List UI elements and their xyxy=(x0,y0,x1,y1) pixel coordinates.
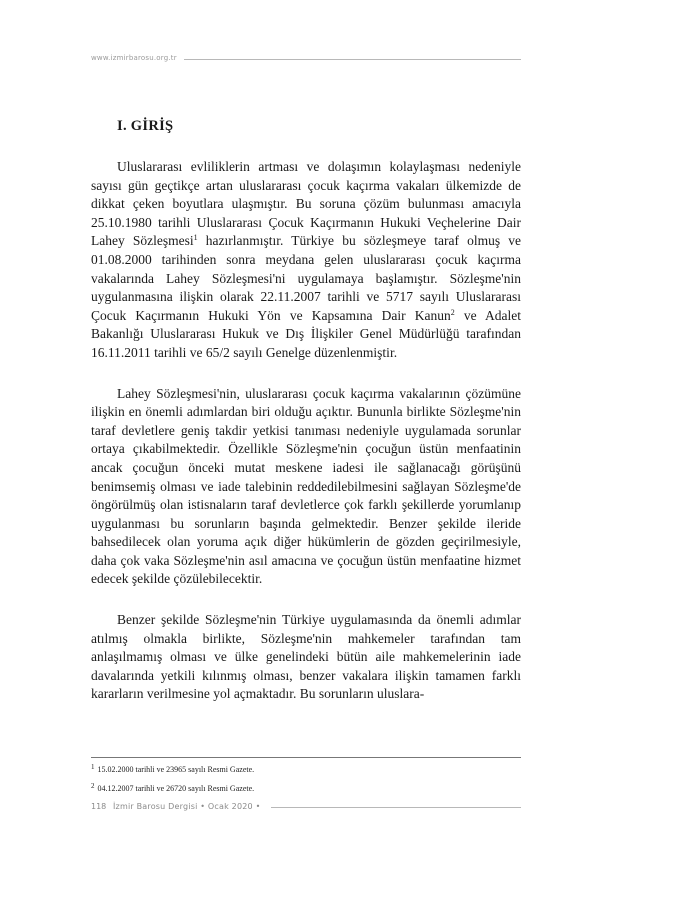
paragraph-1-part-a: Uluslararası evliliklerin artması ve dolaşımın kolaylaşması nedeniyle sayısı gün geçtikçe artan uluslararası çocuk kaçırma vakaları ülkemizde de dikkat çeken boyutlara ulaşmıştır. Bu soruna çözüm bulunması amacıyla 25.10.1980 tarihli Uluslararası Çocuk Kaçırmanın Hukuki Veçhelerine Dair Lahey Sözleşmesi xyxy=(91,159,521,249)
footnote-number: 2 xyxy=(91,782,95,790)
paragraph-3: Benzer şekilde Sözleşme'nin Türkiye uygulamasında da önemli adımlar atılmış olmakla birlikte, Sözleşme'nin mahkemeler tarafından tam anlaşılmamış olması ve ülke genelindeki bütün aile mahkemelerinin iade davalarında yetkili kılınmış olması, benzer vakalara ilişkin tamamen farklı kararların verilmesine yol açmaktadır. Bu sorunların uluslara- xyxy=(91,612,521,702)
journal-name: İzmir Barosu Dergisi • Ocak 2020 • xyxy=(113,802,261,811)
page-number: 118 xyxy=(91,802,107,811)
page-content xyxy=(91,118,521,726)
footnote-ref-2: 2 xyxy=(450,307,455,317)
footnote-text: 04.12.2007 tarihli ve 26720 sayılı Resmi Gazete. xyxy=(97,784,255,793)
paragraph-1-part-c: ve Adalet Bakanlığı Uluslararası Hukuk ve Dış İlişkiler Genel Müdürlüğü tarafından 16.11.2011 tarihli ve 65/2 sayılı Genelge düzenlenmiştir. xyxy=(91,307,521,360)
paragraph-1-part-b: hazırlanmıştır. Türkiye bu sözleşmeye taraf olmuş ve 01.08.2000 tarihinden sonra meydana gelen uluslararası çocuk kaçırma vakalarında Lahey Sözleşmesi'ni uygulamaya başlamıştır. Sözleşme'nin uygulanmasına ilişkin olarak 22.11.2007 tarihli ve 5717 sayılı Uluslararası Çocuk Kaçırmanın Hukuki Yön ve Kapsamına Dair Kanun xyxy=(91,233,522,323)
footnote-ref-1: 1 xyxy=(193,233,198,243)
section-title: I. GİRİŞ xyxy=(117,118,174,134)
header-rule xyxy=(184,59,521,60)
footnote-1 xyxy=(91,764,521,775)
page-footer xyxy=(91,802,521,814)
header-url: www.izmirbarosu.org.tr xyxy=(91,54,177,62)
page-header xyxy=(91,54,521,66)
paragraph-2: Lahey Sözleşmesi'nin, uluslararası çocuk kaçırma vakalarının çözümüne ilişkin en önemli adımlardan biri olduğu açıktır. Bununla birlikte Sözleşme'nin taraf devletlere geniş takdir yetkisi tanıması nedeniyle uygulamada sorunlar ortaya çıkabilmektedir. Özellikle Sözleşme'nin çocuğun üstün menfaatinin ancak çocuğun önceki mutat meskene iadesi ile sağlanacağı görüşünü benimsemiş olması ve iade talebinin reddedilebilmesini sağlayan Sözleşme'de öngörülmüş olan istisnaların taraf devletlerce çok farklı şekillerde yorumlanıp uygulanması bu sorunların başında gelmektedir. Benzer şekilde ileride bahsedilecek olan yoruma açık diğer hükümlerin de gözden geçirilmesiyle, daha çok vaka Sözleşme'nin asıl amacına ve çocuğun üstün menfaatine hizmet edecek şekilde çözülebilecektir. xyxy=(91,385,521,587)
footnote-2 xyxy=(91,783,521,794)
footer-rule xyxy=(271,807,521,808)
footnote-text: 15.02.2000 tarihli ve 23965 sayılı Resmi Gazete. xyxy=(97,765,255,774)
footnotes xyxy=(91,757,521,802)
footnote-number: 1 xyxy=(91,763,95,771)
paragraph-1 xyxy=(91,158,521,363)
